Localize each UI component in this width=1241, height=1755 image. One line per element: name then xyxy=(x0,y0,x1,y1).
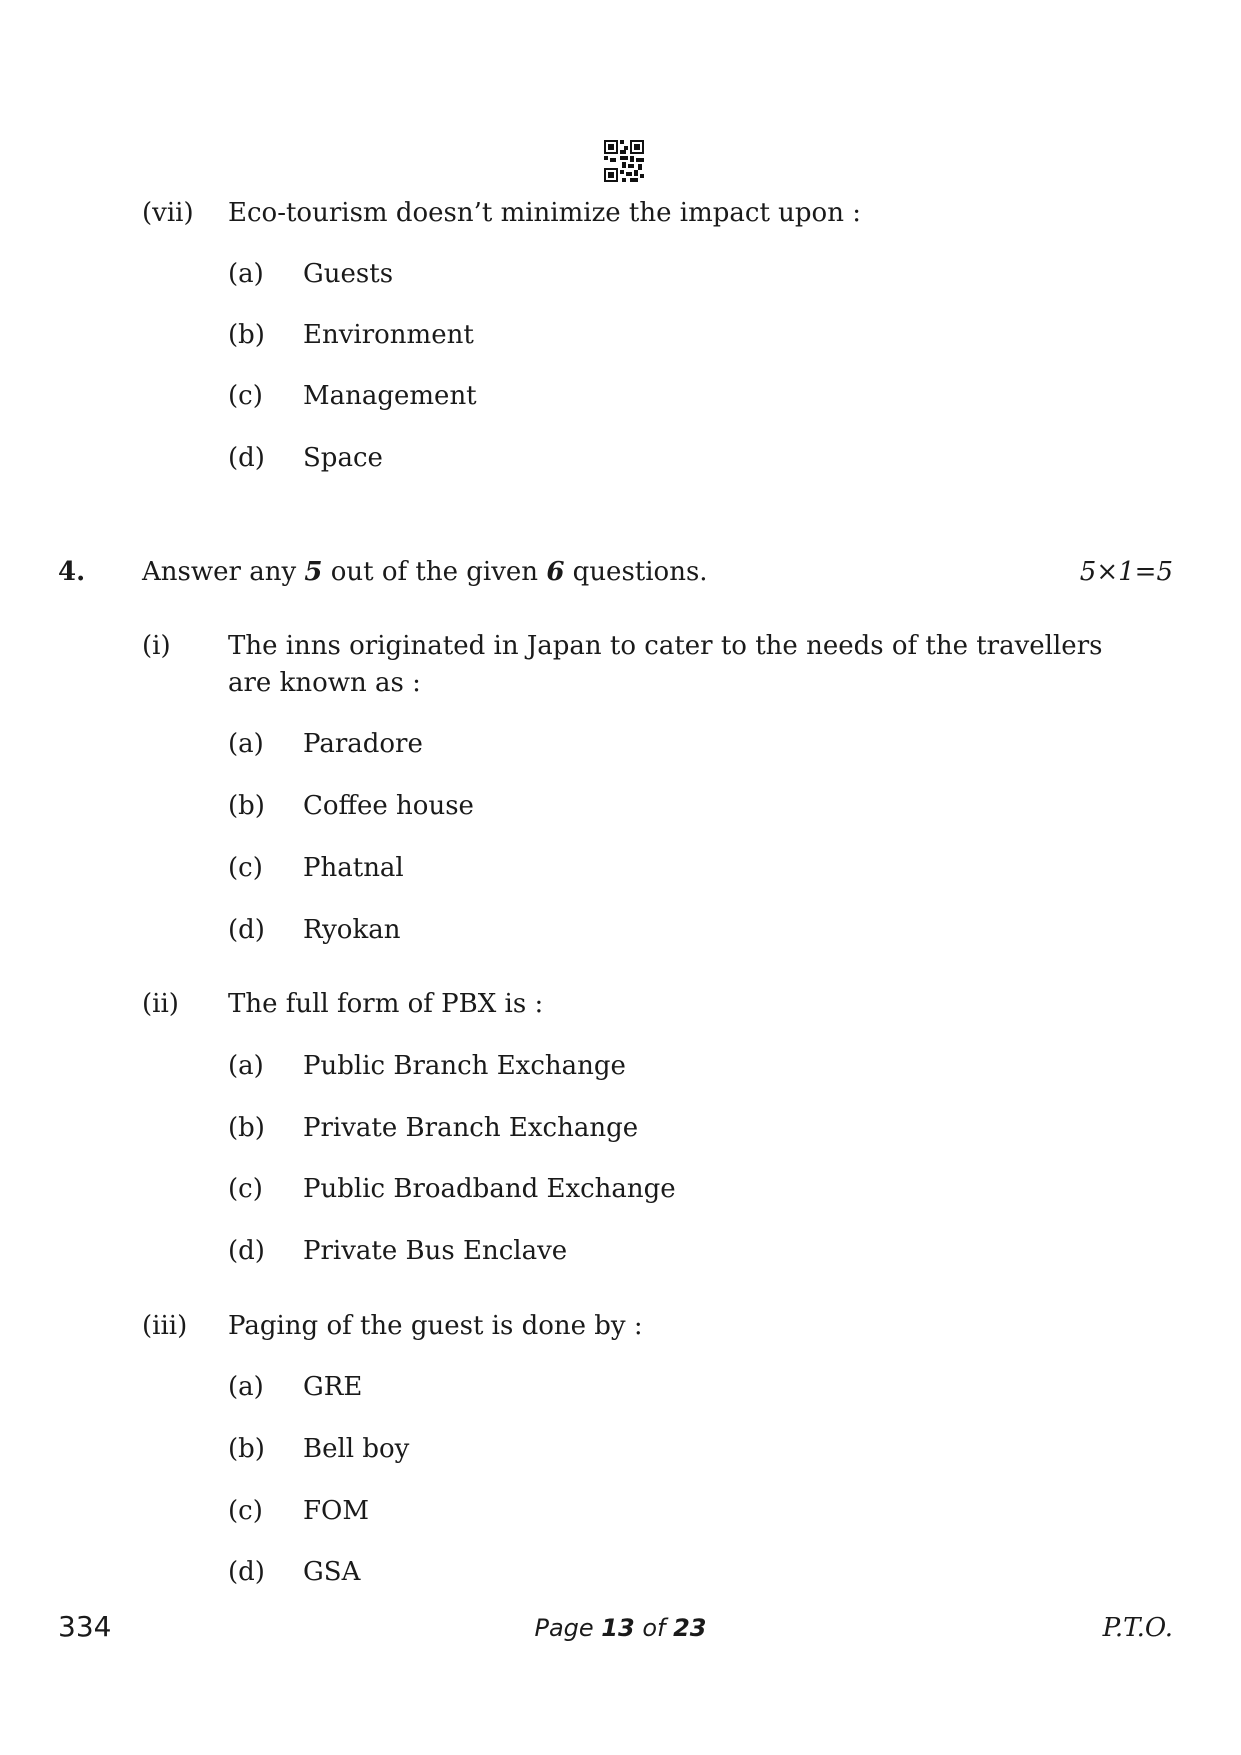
option-text: GRE xyxy=(303,1372,363,1402)
option-text: Public Broadband Exchange xyxy=(303,1174,676,1204)
option-text: Bell boy xyxy=(303,1434,410,1464)
option-text: Space xyxy=(303,443,383,473)
option-text: Ryokan xyxy=(303,915,401,945)
question-number: (iii) xyxy=(142,1311,188,1341)
option-label: (a) xyxy=(228,259,264,289)
question-number: (i) xyxy=(142,631,171,661)
option-label: (b) xyxy=(228,1113,265,1143)
qr-code-icon xyxy=(604,140,644,182)
option-label: (d) xyxy=(228,443,265,473)
option-label: (c) xyxy=(228,1496,263,1526)
marks-allocation: 5×1=5 xyxy=(1079,557,1173,587)
option-text: Public Branch Exchange xyxy=(303,1051,626,1081)
option-label: (b) xyxy=(228,1434,265,1464)
section-instruction: Answer any 5 out of the given 6 questions. xyxy=(142,557,708,587)
option-text: Phatnal xyxy=(303,853,404,883)
question-text: are known as : xyxy=(228,668,421,698)
option-text: FOM xyxy=(303,1496,369,1526)
question-number: (ii) xyxy=(142,989,179,1019)
option-label: (d) xyxy=(228,1557,265,1587)
option-text: Paradore xyxy=(303,729,423,759)
paper-code: 334 xyxy=(58,1610,112,1643)
question-number: (vii) xyxy=(142,198,194,228)
option-label: (a) xyxy=(228,1372,264,1402)
option-text: Private Branch Exchange xyxy=(303,1113,639,1143)
option-text: Private Bus Enclave xyxy=(303,1236,568,1266)
question-text: The full form of PBX is : xyxy=(228,989,544,1019)
option-text: Management xyxy=(303,381,477,411)
option-text: Environment xyxy=(303,320,474,350)
option-label: (d) xyxy=(228,915,265,945)
question-text: Eco-tourism doesn’t minimize the impact upon : xyxy=(228,198,861,228)
pto-label: P.T.O. xyxy=(1102,1613,1173,1643)
option-label: (a) xyxy=(228,729,264,759)
option-label: (b) xyxy=(228,791,265,821)
section-number: 4. xyxy=(58,557,86,587)
page-indicator: Page 13 of 23 xyxy=(534,1614,707,1642)
option-label: (c) xyxy=(228,381,263,411)
option-label: (d) xyxy=(228,1236,265,1266)
option-text: Guests xyxy=(303,259,394,289)
option-text: GSA xyxy=(303,1557,361,1587)
question-text: The inns originated in Japan to cater to the needs of the travellers xyxy=(228,631,1103,661)
option-label: (b) xyxy=(228,320,265,350)
option-label: (c) xyxy=(228,1174,263,1204)
option-label: (a) xyxy=(228,1051,264,1081)
option-label: (c) xyxy=(228,853,263,883)
question-text: Paging of the guest is done by : xyxy=(228,1311,643,1341)
option-text: Coffee house xyxy=(303,791,474,821)
